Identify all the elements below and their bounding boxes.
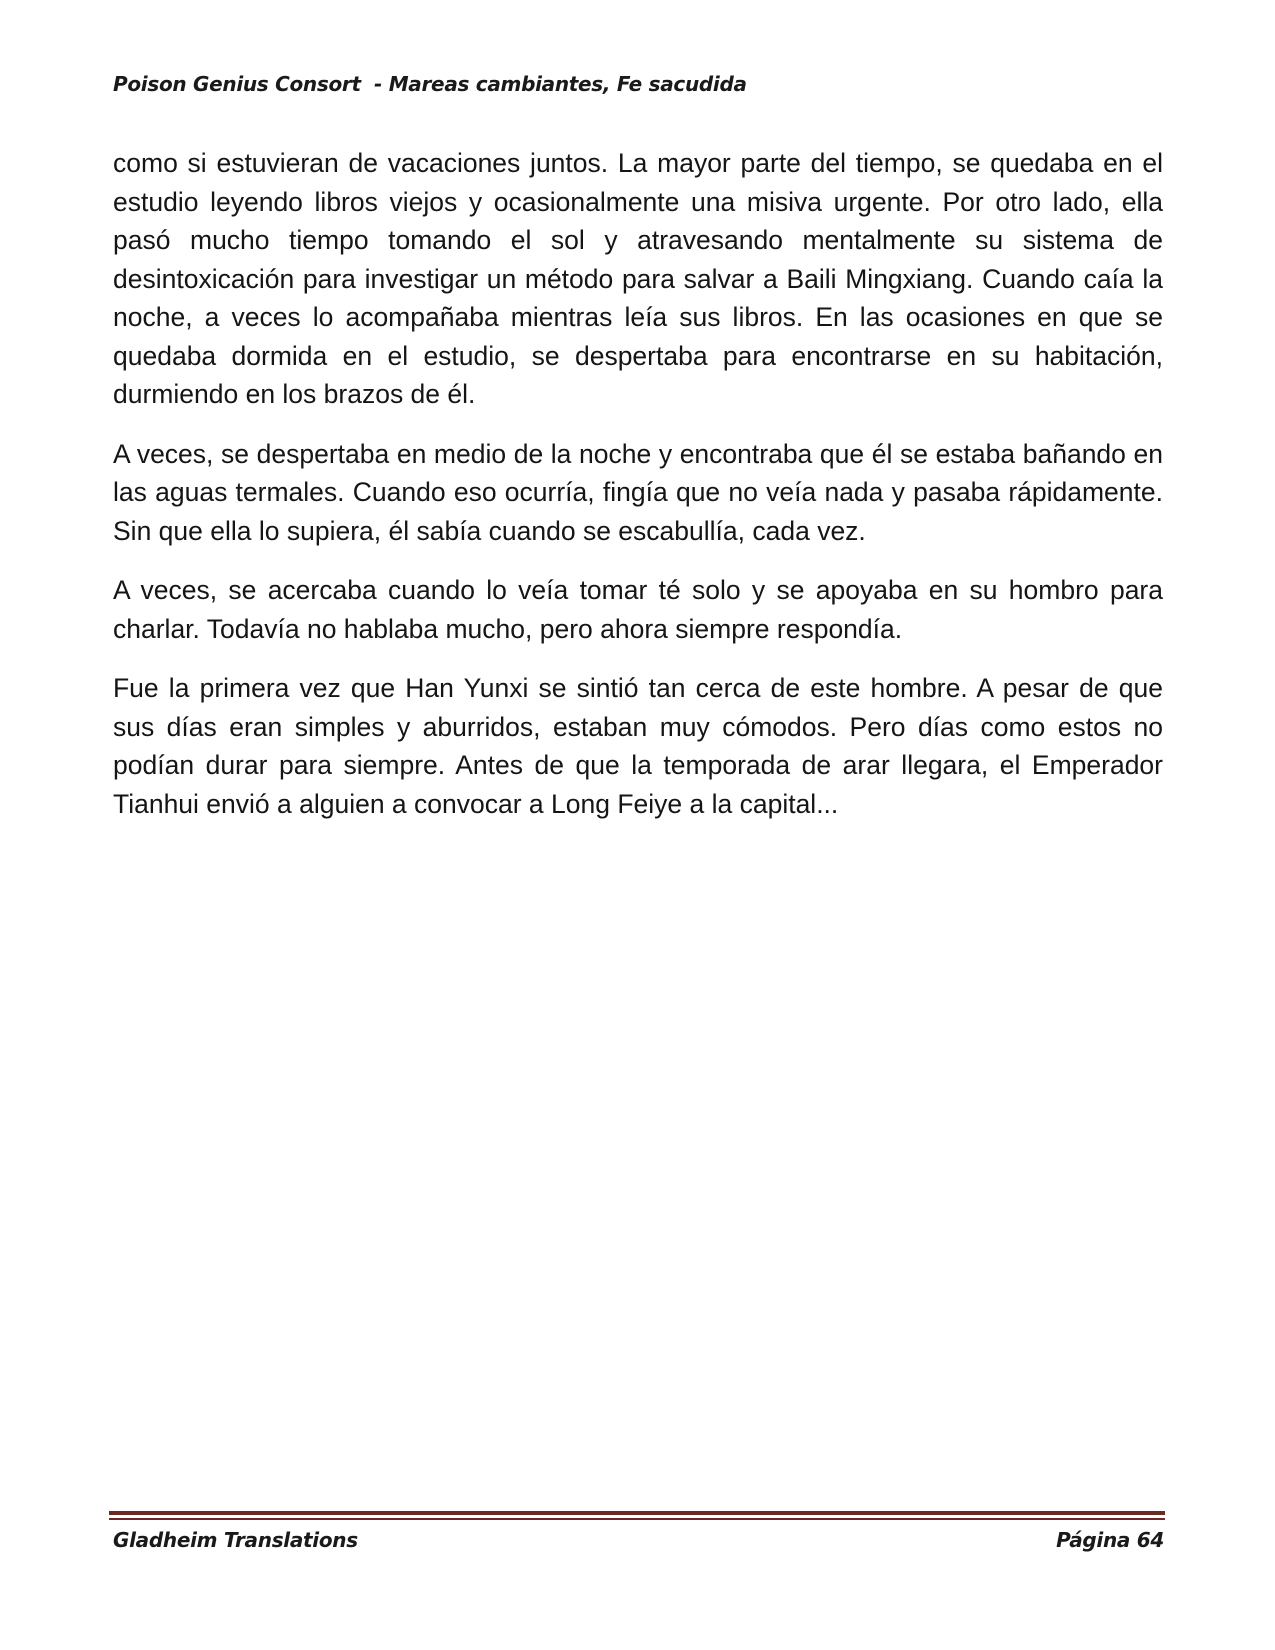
footer-divider-thin [109, 1518, 1165, 1520]
running-header-title: Poison Genius Consort - Mareas cambiantes, Fe sacudida [113, 72, 747, 96]
paragraph-1: como si estuvieran de vacaciones juntos. La mayor parte del tiempo, se quedaba en el estudio leyendo libros viejos y ocasionalmente una misiva urgente. Por otro lado, ella pasó mucho tiempo tomando el sol y atravesando mentalmente su sistema de desintoxicación para investigar un método para salvar a Baili Mingxiang. Cuando caía la noche, a veces lo acompañaba mientras leía sus libros. En las ocasiones en que se quedaba dormida en el estudio, se despertaba para encontrarse en su habitación, durmiendo en los brazos de él. [113, 148, 1163, 409]
body-text [113, 144, 1163, 844]
footer-page-number: Página 64 [1056, 1528, 1164, 1552]
paragraph-2: A veces, se despertaba en medio de la noche y encontraba que él se estaba bañando en las aguas termales. Cuando eso ocurría, fingía que no veía nada y pasaba rápidamente. Sin que ella lo supiera, él sabía cuando se escabullía, cada vez. [113, 438, 1163, 546]
footer-publisher: Gladheim Translations [113, 1528, 358, 1552]
paragraph-4: Fue la primera vez que Han Yunxi se sintió tan cerca de este hombre. A pesar de que sus días eran simples y aburridos, estaban muy cómodos. Pero días como estos no podían durar para siempre. Antes de que la temporada de arar llegara, el Emperador Tianhui envió a alguien a convocar a Long Feiye a la capital... [113, 673, 1163, 819]
paragraph-3: A veces, se acercaba cuando lo veía tomar té solo y se apoyaba en su hombro para charlar. Todavía no hablaba mucho, pero ahora siempre respondía. [113, 575, 1163, 644]
footer-divider-thick [109, 1511, 1165, 1515]
